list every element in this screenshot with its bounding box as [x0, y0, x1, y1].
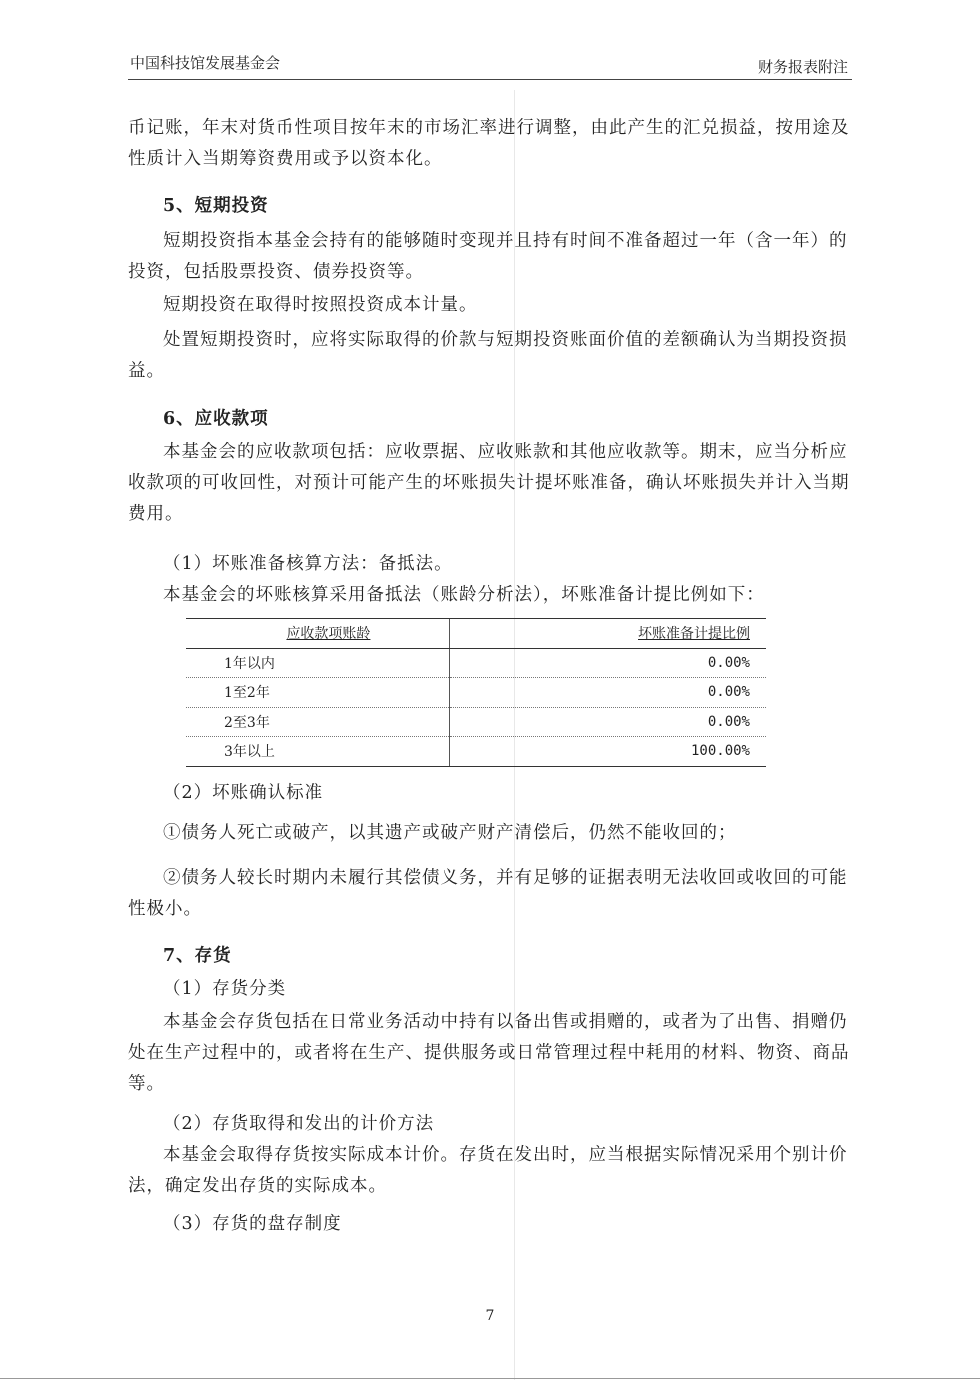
- section-6-subheading-2: （2）坏账确认标准: [163, 783, 324, 803]
- criterion-1: ①债务人死亡或破产，以其遗产或破产财产清偿后，仍然不能收回的；: [163, 823, 737, 843]
- section-5-paragraph-3: 处置短期投资时，应将实际取得的价款与短期投资账面价值的差额确认为当期投资损益。: [128, 330, 848, 381]
- page-number: 7: [485, 1308, 495, 1324]
- criterion-2: ②债务人较长时期内未履行其偿债义务，并有足够的证据表明无法收回或收回的可能性极小。: [128, 868, 848, 919]
- section-6-paragraph-1: 本基金会的应收款项包括：应收票据、应收账款和其他应收款等。期末，应当分析应收款项的可收回性，对预计可能产生的坏账损失计提坏账准备，确认坏账损失并计入当期费用。: [128, 442, 850, 524]
- table-cell-ratio: 0.00%: [449, 707, 766, 737]
- scan-bottom-edge: [0, 1378, 980, 1379]
- table-row: [186, 737, 766, 767]
- table-row: [186, 707, 766, 737]
- table-header-ratio: 坏账准备计提比例: [449, 619, 766, 649]
- table-cell-aging: 1至2年: [186, 678, 449, 708]
- section-7-paragraph-2: 本基金会取得存货按实际成本计价。存货在发出时，应当根据实际情况采用个别计价法，确定发出存货的实际成本。: [128, 1145, 848, 1196]
- section-5-paragraph-1: 短期投资指本基金会持有的能够随时变现并且持有时间不准备超过一年（含一年）的投资，包括股票投资、债券投资等。: [128, 231, 848, 282]
- table-cell-ratio: 0.00%: [449, 648, 766, 678]
- table-cell-aging: 3年以上: [186, 737, 449, 767]
- section-6-subheading-1: （1）坏账准备核算方法：备抵法。: [163, 554, 453, 574]
- table-header-aging: 应收款项账龄: [186, 619, 449, 649]
- table-cell-aging: 2至3年: [186, 707, 449, 737]
- section-5-paragraph-2: 短期投资在取得时按照投资成本计量。: [163, 295, 478, 315]
- header-divider: [128, 79, 852, 80]
- table-row: [186, 678, 766, 708]
- header-document-title: 财务报表附注: [757, 58, 848, 76]
- table-row: [186, 648, 766, 678]
- section-6-heading: 6、应收款项: [163, 409, 269, 429]
- section-7-heading: 7、存货: [163, 946, 232, 966]
- table-header-row: [186, 619, 766, 649]
- section-7-subheading-3: （3）存货的盘存制度: [163, 1214, 342, 1234]
- section-7-subheading-2: （2）存货取得和发出的计价方法: [163, 1114, 435, 1134]
- bad-debt-ratio-table: [186, 618, 766, 767]
- section-6-paragraph-2: 本基金会的坏账核算采用备抵法（账龄分析法），坏账准备计提比例如下：: [163, 585, 765, 605]
- header-organization: 中国科技馆发展基金会: [130, 54, 281, 72]
- section-5-heading: 5、短期投资: [163, 196, 269, 216]
- table-cell-ratio: 0.00%: [449, 678, 766, 708]
- table-cell-aging: 1年以内: [186, 648, 449, 678]
- section-7-subheading-1: （1）存货分类: [163, 979, 287, 999]
- section-7-paragraph-1: 本基金会存货包括在日常业务活动中持有以备出售或捐赠的，或者为了出售、捐赠仍处在生产过程中的，或者将在生产、提供服务或日常管理过程中耗用的材料、物资、商品等。: [128, 1012, 850, 1094]
- paragraph-forex: 币记账，年末对货币性项目按年末的市场汇率进行调整，由此产生的汇兑损益，按用途及性质计入当期筹资费用或予以资本化。: [128, 118, 850, 169]
- table-cell-ratio: 100.00%: [449, 737, 766, 767]
